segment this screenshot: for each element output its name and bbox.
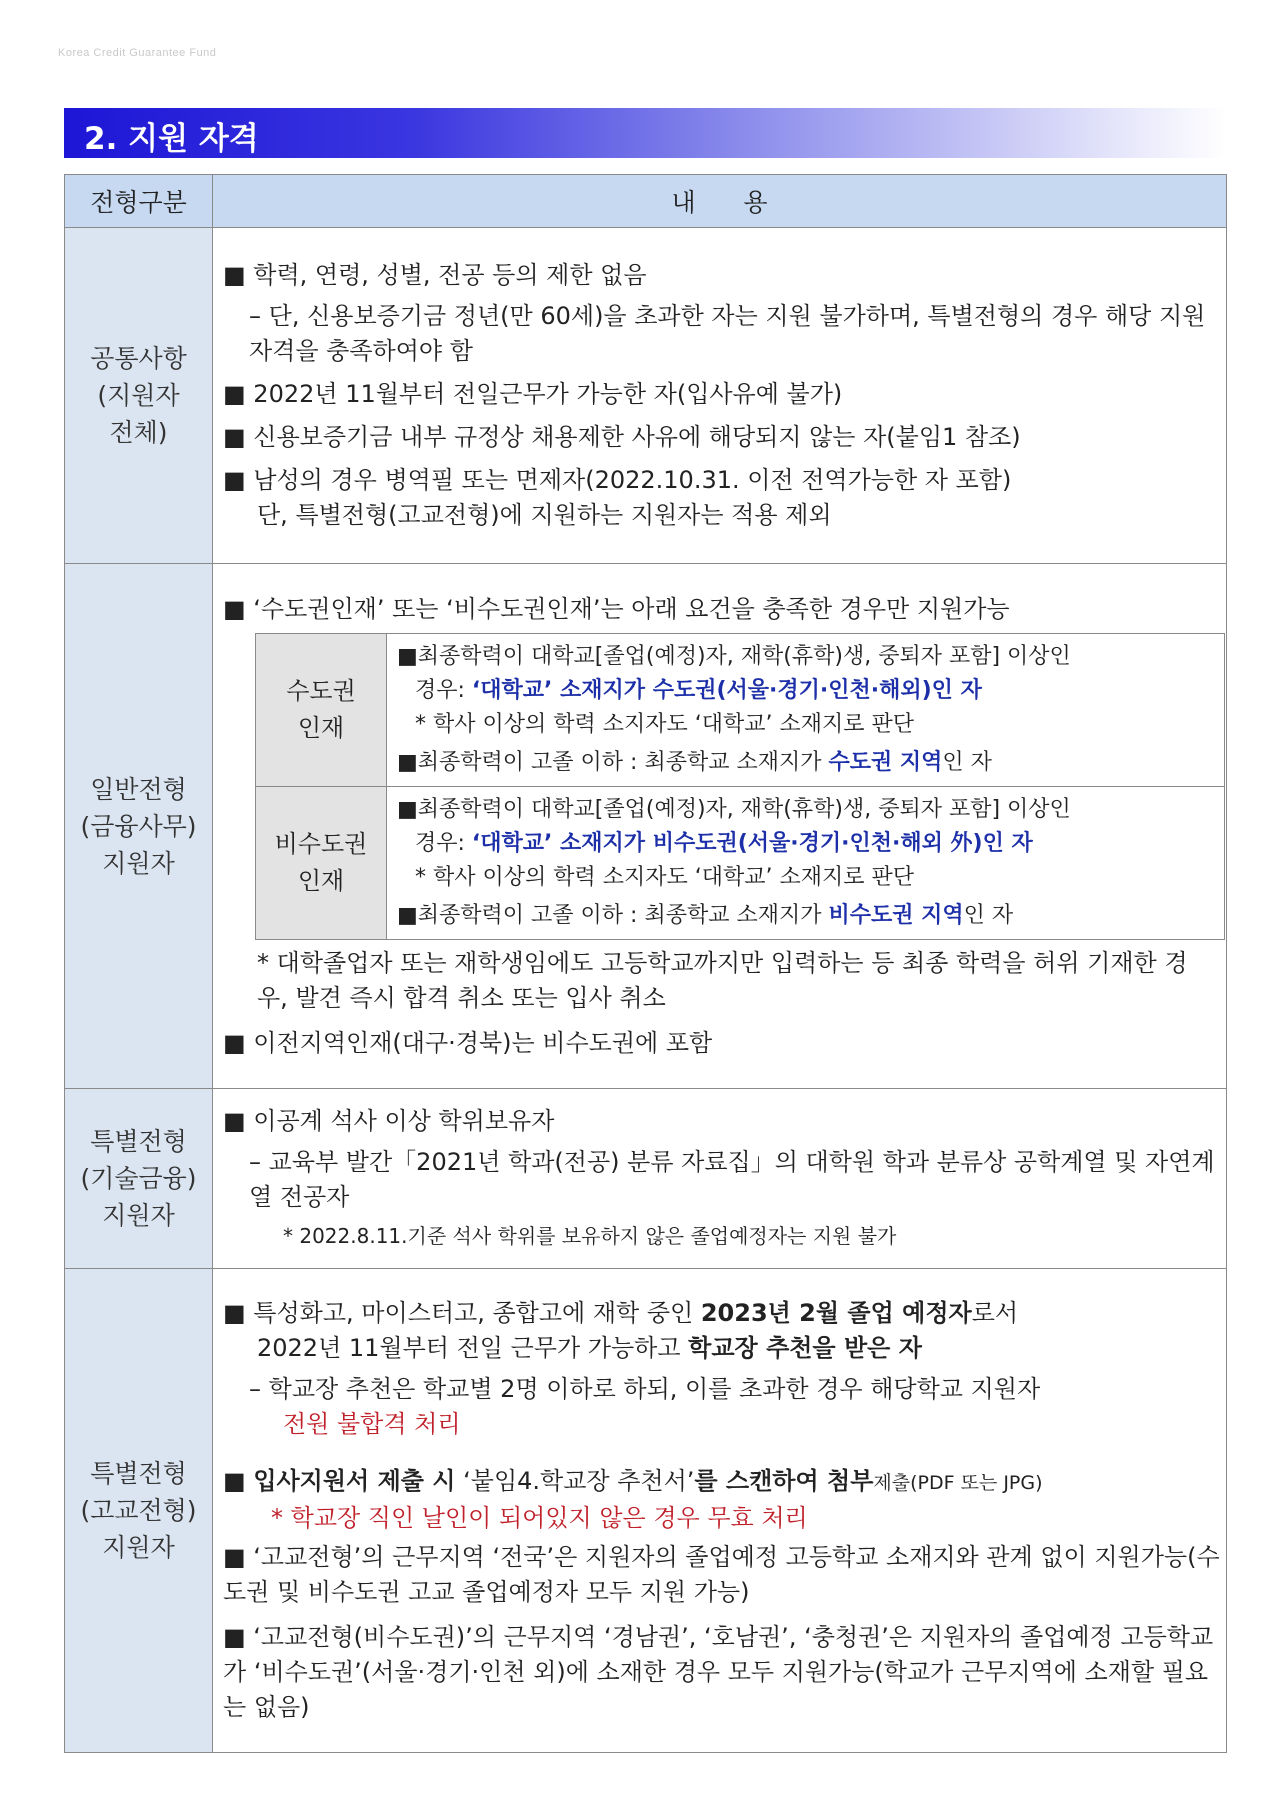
bullet-item: ■ ‘고교전형’의 근무지역 ‘전국’은 지원자의 졸업예정 고등학교 소재지와 관계 없이 지원가능(수도권 및 비수도권 고교 졸업예정자 모두 지원 가능) <box>223 1543 1220 1606</box>
bullet-item: ■ 이공계 석사 이상 학위보유자 <box>223 1106 555 1135</box>
footnote: * 2022.8.11.기준 석사 학위를 보유하지 않은 졸업예정자는 지원 불가 <box>283 1223 897 1248</box>
category-line: (금융사무) <box>80 811 197 841</box>
text: 2022년 11월부터 전일 근무가 가능하고 <box>257 1334 689 1362</box>
inner-category-line: 비수도권 <box>274 829 368 858</box>
highlight-text: ‘대학교’ 소재지가 수도권(서울·경기·인천·해외)인 자 <box>471 677 982 703</box>
inner-category <box>256 786 387 939</box>
sub-item-continuation: 전원 불합격 처리 <box>283 1410 461 1438</box>
category-line: 전체) <box>109 418 168 447</box>
inner-bullet <box>397 899 1218 933</box>
bullet-item: ■ 이전지역인재(대구·경북)는 비수도권에 포함 <box>223 1028 713 1057</box>
highlight-text: ‘대학교’ 소재지가 비수도권(서울·경기·인천·해외 外)인 자 <box>471 830 1033 856</box>
inner-text: 경우: <box>415 830 472 856</box>
inner-bullet: ■최종학력이 대학교[졸업(예정)자, 재학(휴학)생, 중퇴자 포함] 이상인 <box>397 796 1071 822</box>
bullet-item <box>223 1464 1220 1501</box>
inner-category <box>256 633 387 786</box>
inner-bullet-cont <box>397 674 1218 708</box>
inner-content <box>387 633 1225 786</box>
row-category <box>65 1269 213 1753</box>
category-line: 일반전형 <box>90 774 187 804</box>
header-category: 전형구분 <box>65 175 213 228</box>
category-line: (고교전형) <box>80 1496 197 1525</box>
header-content: 내 용 <box>213 175 1227 228</box>
inner-text: 경우: <box>415 677 472 703</box>
row-category <box>65 1089 213 1269</box>
bullet-item: ■ 남성의 경우 병역필 또는 면제자(2022.10.31. 이전 전역가능한 자 포함) <box>223 466 1012 494</box>
text: ‘붙임4.학교장 추천서’ <box>455 1467 695 1495</box>
row-content <box>213 564 1227 1089</box>
highlight-text: 비수도권 지역 <box>828 902 964 928</box>
section-title: 2. 지원 자격 <box>84 121 259 157</box>
table-row <box>65 564 1227 1089</box>
inner-bullet <box>397 746 1218 780</box>
inner-category-line: 수도권 <box>286 676 356 705</box>
category-line: 지원자 <box>102 848 175 878</box>
inner-text: 인 자 <box>963 902 1014 928</box>
sub-item: – 교육부 발간「2021년 학과(전공) 분류 자료집」의 대학원 학과 분류상 공학계열 및 자연계열 전공자 <box>249 1147 1215 1211</box>
inner-note: * 학사 이상의 학력 소지자도 ‘대학교’ 소재지로 판단 <box>415 711 914 737</box>
bullet-continuation: 단, 특별전형(고교전형)에 지원하는 지원자는 적용 제외 <box>257 501 832 529</box>
bullet-item: ■ 신용보증기금 내부 규정상 채용제한 사유에 해당되지 않는 자(붙임1 참조) <box>223 423 1021 451</box>
text: ■ <box>223 1467 254 1495</box>
eligibility-table <box>64 174 1227 1753</box>
inner-text: ■최종학력이 고졸 이하 : 최종학교 소재지가 <box>397 902 829 928</box>
category-line: 지원자 <box>102 1533 175 1562</box>
bold-text: 2023년 2월 졸업 예정자 <box>700 1299 972 1327</box>
inner-note: * 학사 이상의 학력 소지자도 ‘대학교’ 소재지로 판단 <box>415 864 914 890</box>
row-content <box>213 1269 1227 1753</box>
inner-content <box>387 786 1225 939</box>
text: ■ 특성화고, 마이스터고, 종합고에 재학 중인 <box>223 1299 701 1327</box>
category-line: 특별전형 <box>90 1127 187 1156</box>
highlight-text: 수도권 지역 <box>828 749 943 775</box>
row-content <box>213 228 1227 564</box>
text: 로서 <box>971 1299 1019 1327</box>
table-row <box>65 1269 1227 1753</box>
table-row <box>65 1089 1227 1269</box>
inner-category-line: 인재 <box>297 866 345 895</box>
row-category <box>65 228 213 564</box>
footnote: * 대학졸업자 또는 재학생임에도 고등학교까지만 입력하는 등 최종 학력을 허위 기재한 경우, 발견 즉시 합격 취소 또는 입사 취소 <box>257 948 1188 1012</box>
inner-bullet: ■최종학력이 대학교[졸업(예정)자, 재학(휴학)생, 중퇴자 포함] 이상인 <box>397 643 1071 669</box>
bullet-item: ■ ‘수도권인재’ 또는 ‘비수도권인재’는 아래 요건을 충족한 경우만 지원가능 <box>223 594 1010 623</box>
inner-row-noncapital <box>256 786 1225 939</box>
inner-text: 인 자 <box>942 749 992 775</box>
bullet-item: ■ 학력, 연령, 성별, 전공 등의 제한 없음 <box>223 261 647 289</box>
category-line: 지원자 <box>102 1201 175 1230</box>
sub-item: – 학교장 추천은 학교별 2명 이하로 하되, 이를 초과한 경우 해당학교 지원자 <box>249 1375 1041 1403</box>
sub-item: – 단, 신용보증기금 정년(만 60세)을 초과한 자는 지원 불가하며, 특별전형의 경우 해당 지원 자격을 충족하여야 함 <box>249 302 1206 365</box>
bullet-item: ■ 2022년 11월부터 전일근무가 가능한 자(입사유예 불가) <box>223 380 843 408</box>
header-watermark: Korea Credit Guarantee Fund <box>58 47 217 59</box>
bullet-continuation <box>223 1331 1220 1366</box>
bold-text: 입사지원서 제출 시 <box>253 1467 456 1495</box>
category-line: 특별전형 <box>90 1459 187 1488</box>
category-line: 공통사항 <box>90 344 187 373</box>
region-criteria-table <box>255 633 1225 940</box>
inner-row-capital <box>256 633 1225 786</box>
table-row <box>65 228 1227 564</box>
table-header-row <box>65 175 1227 228</box>
inner-category-line: 인재 <box>297 713 345 742</box>
bold-text: 학교장 추천을 받은 자 <box>688 1334 922 1362</box>
bold-text: 를 스캔하여 첨부 <box>694 1467 874 1495</box>
category-line: (지원자 <box>97 381 180 410</box>
bullet-item: ■ ‘고교전형(비수도권)’의 근무지역 ‘경남권’, ‘호남권’, ‘충청권’은 지원자의 졸업예정 고등학교가 ‘비수도권’(서울·경기·인천 외)에 소재한 경우 모두 지원가능(학교가 근무지역에 소재할 필요는 없음) <box>223 1623 1214 1721</box>
bullet-item <box>223 1296 1220 1331</box>
category-line: (기술금융) <box>80 1164 197 1193</box>
inner-text: ■최종학력이 고졸 이하 : 최종학교 소재지가 <box>397 749 829 775</box>
inner-bullet-cont <box>397 827 1218 861</box>
warning-note: * 학교장 직인 날인이 되어있지 않은 경우 무효 처리 <box>271 1504 808 1532</box>
row-content <box>213 1089 1227 1269</box>
text: 제출(PDF 또는 JPG) <box>873 1472 1043 1494</box>
row-category <box>65 564 213 1089</box>
section-header-bar <box>64 108 1226 158</box>
